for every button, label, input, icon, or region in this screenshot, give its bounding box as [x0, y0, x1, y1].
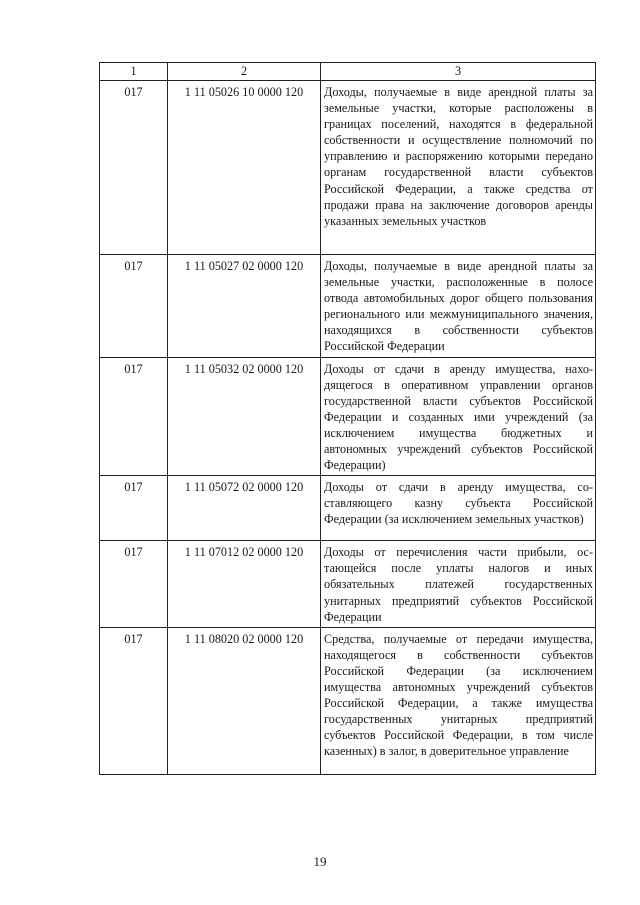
admin-code-cell: 017 — [100, 357, 168, 476]
table-row — [100, 255, 596, 358]
table-row — [100, 357, 596, 476]
table-header-row — [100, 63, 596, 81]
header-col-2: 2 — [168, 63, 321, 81]
budget-code-cell: 1 11 07012 02 0000 120 — [168, 541, 321, 627]
description-cell: Доходы от сдачи в аренду имущества, находящегося в оперативном управлении органов государственной власти субъектов Российской Федерации и созданных ими учреждений (за исключением имущества бюджетных и автономных учреждений субъектов Российской Федерации) — [321, 357, 596, 476]
admin-code-cell: 017 — [100, 81, 168, 255]
budget-code-cell: 1 11 05072 02 0000 120 — [168, 476, 321, 541]
header-col-1: 1 — [100, 63, 168, 81]
admin-code-cell: 017 — [100, 255, 168, 358]
budget-code-cell: 1 11 05027 02 0000 120 — [168, 255, 321, 358]
description-cell: Средства, получаемые от передачи имущества, находящегося в собственности субъектов Российской Федерации (за исключением имущества автономных учреждений субъектов Российской Федерации, а также имущества государственных унитарных предприятий субъектов Российской Федерации, в том числе казенных) в залог, в доверительное управление — [321, 627, 596, 774]
admin-code-cell: 017 — [100, 627, 168, 774]
budget-code-cell: 1 11 05032 02 0000 120 — [168, 357, 321, 476]
table-row — [100, 541, 596, 627]
admin-code-cell: 017 — [100, 476, 168, 541]
budget-code-cell: 1 11 05026 10 0000 120 — [168, 81, 321, 255]
admin-code-cell: 017 — [100, 541, 168, 627]
description-cell: Доходы, получаемые в виде арендной платы за земельные участки, расположенные в полосе отвода автомобильных дорог общего пользования регионального или межмуниципального значения, находящихся в собственности субъектов Российской Федерации — [321, 255, 596, 358]
header-col-3: 3 — [321, 63, 596, 81]
revenue-table — [99, 62, 596, 775]
budget-code-cell: 1 11 08020 02 0000 120 — [168, 627, 321, 774]
table-body — [100, 81, 596, 775]
table-row — [100, 627, 596, 774]
table-row — [100, 81, 596, 255]
description-cell: Доходы от перечисления части прибыли, остающейся после уплаты налогов и иных обязательных платежей государственных унитарных предприятий субъектов Российской Федерации — [321, 541, 596, 627]
table-row — [100, 476, 596, 541]
page-number: 19 — [313, 854, 327, 869]
description-cell: Доходы от сдачи в аренду имущества, составляющего казну субъекта Российской Федерации (за исключением земельных участков) — [321, 476, 596, 541]
description-cell: Доходы, получаемые в виде арендной платы за земельные участки, которые расположены в границах поселений, находятся в федеральной собственности и осуществление полномочий по управлению и распоряжению которыми передано органам государственной власти субъектов Российской Федерации, а также средства от продажи права на заключение договоров аренды указанных земельных участков — [321, 81, 596, 255]
